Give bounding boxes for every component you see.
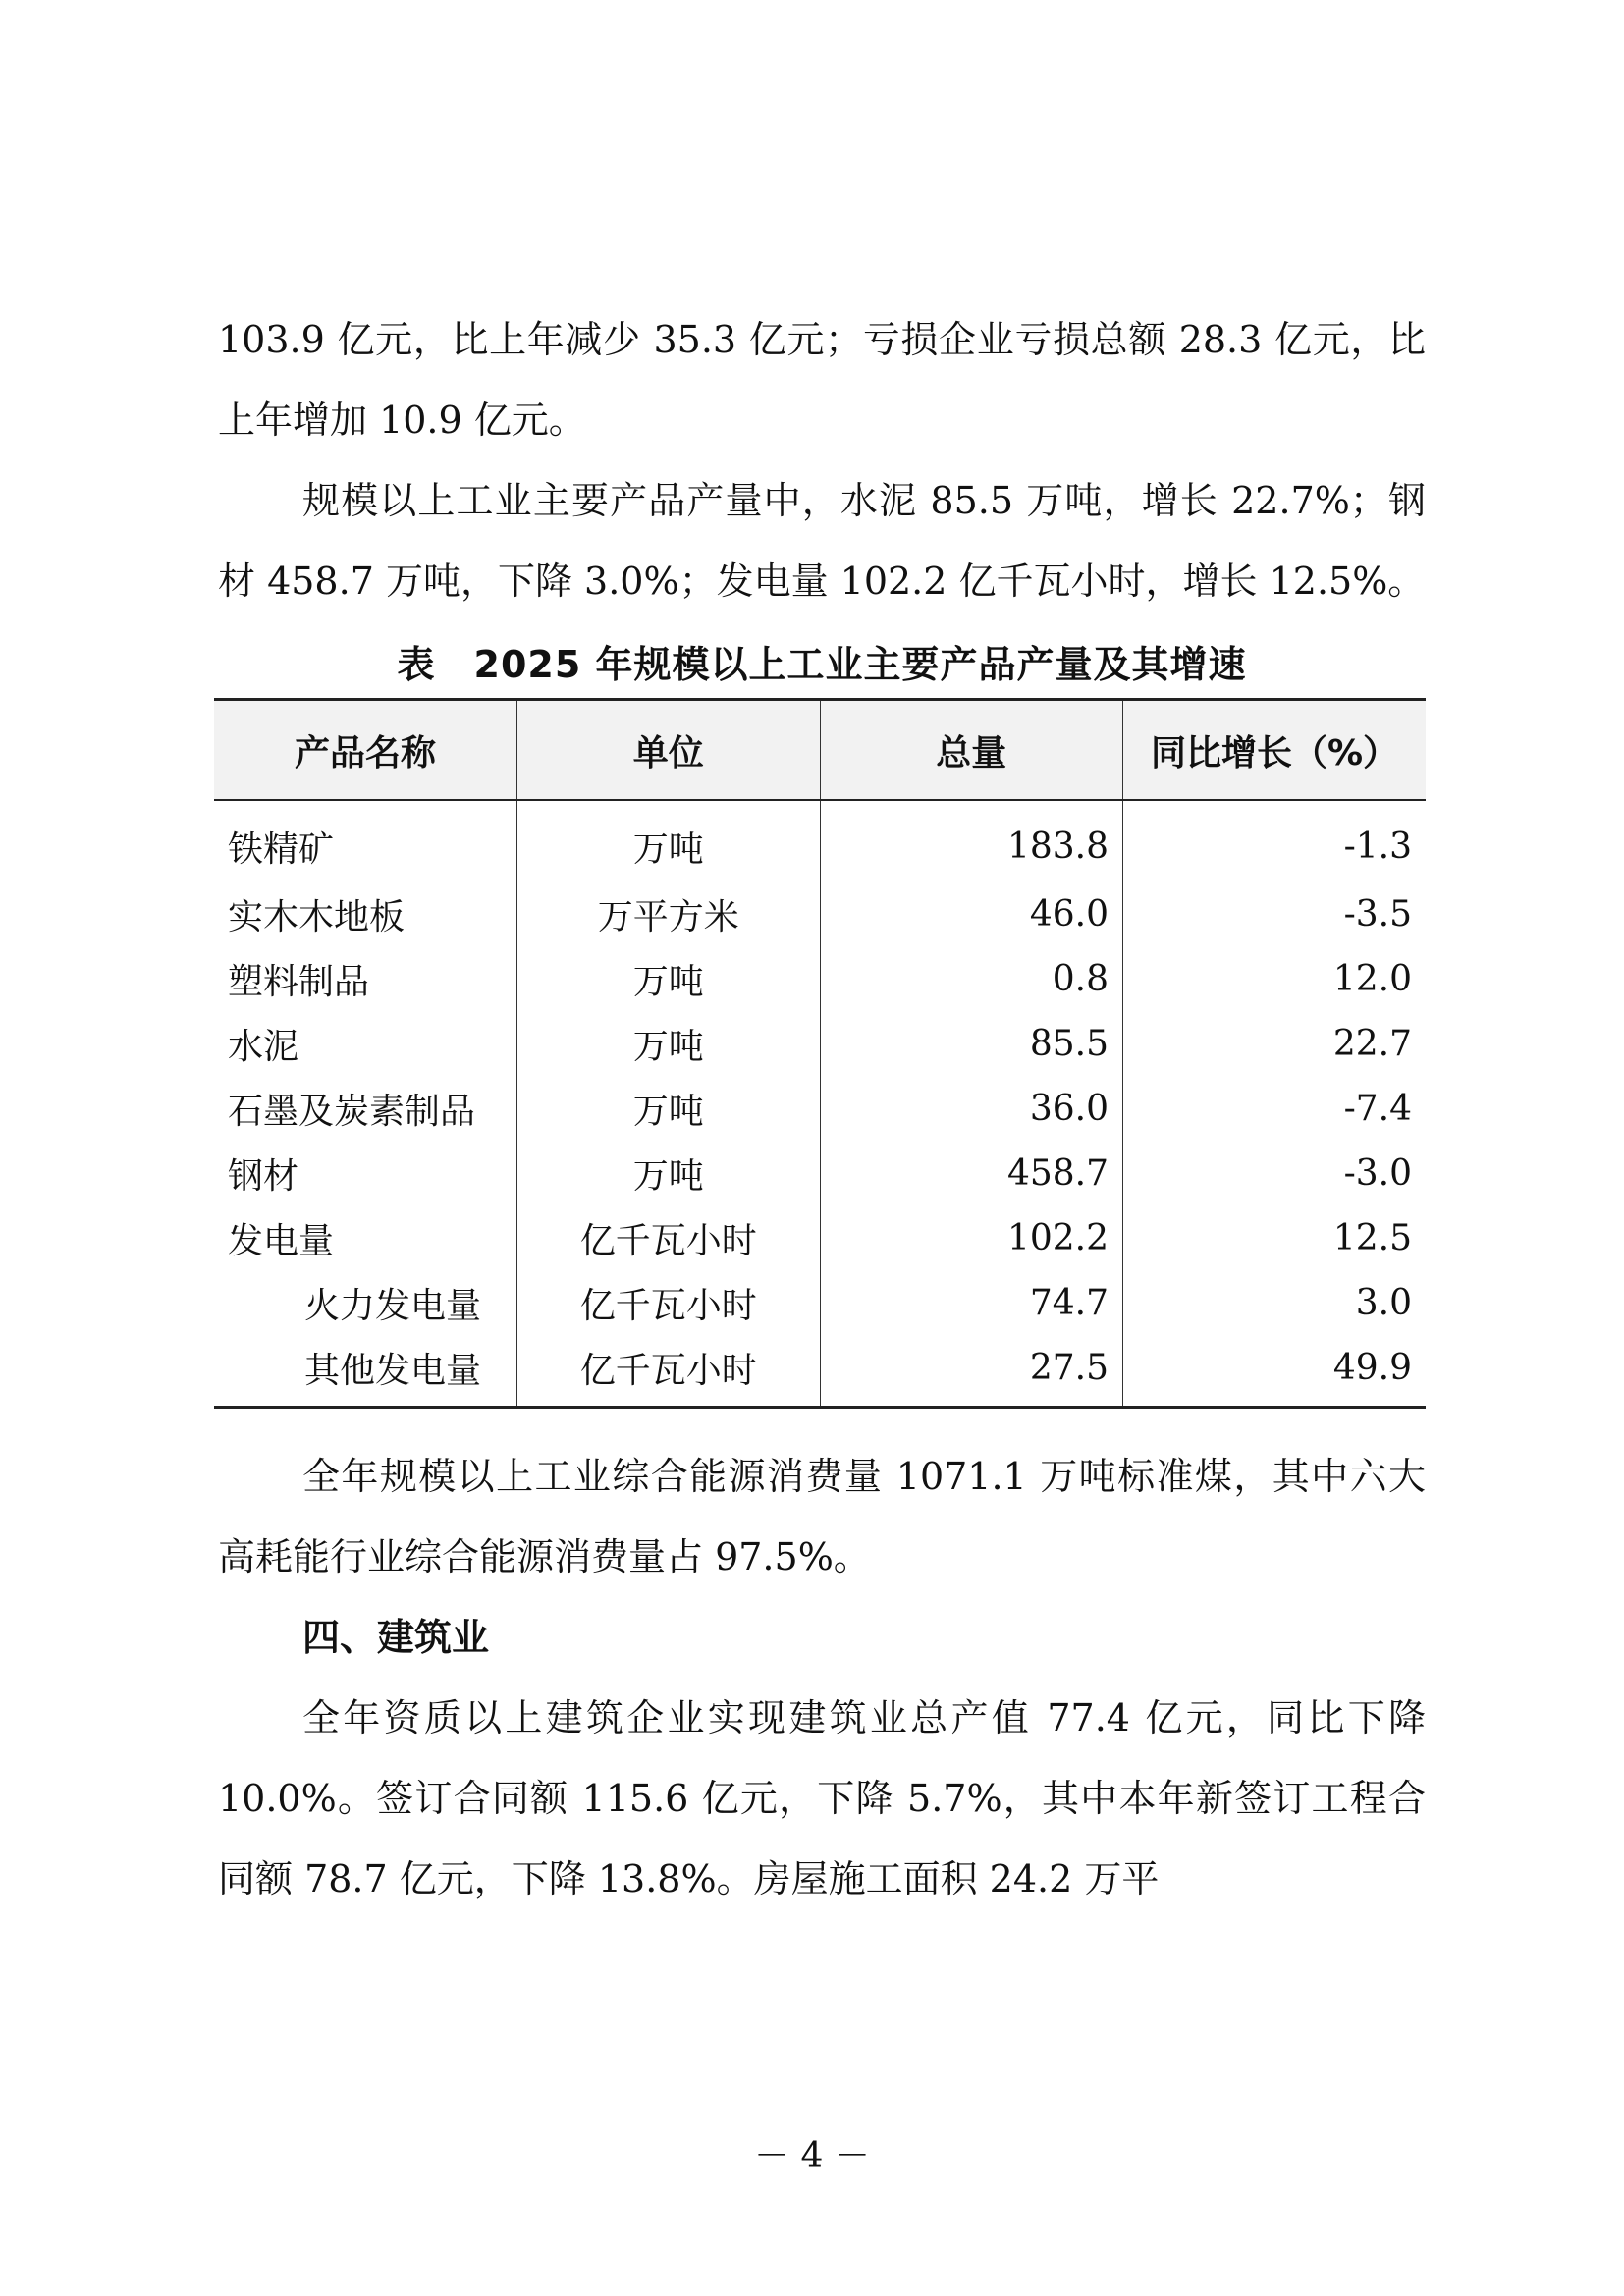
cell-growth: 12.5 (1123, 1205, 1427, 1270)
table-row (214, 1011, 1426, 1076)
table-row (214, 946, 1426, 1011)
cell-product-name: 铁精矿 (228, 828, 335, 870)
cell-product-name: 实木木地板 (228, 896, 406, 937)
cell-growth: 12.0 (1123, 946, 1427, 1011)
cell-growth: -1.3 (1123, 800, 1427, 881)
header-product-name: 产品名称 (214, 700, 517, 801)
header-total: 总量 (820, 700, 1123, 801)
paragraph-profit-loss: 103.9 亿元，比上年减少 35.3 亿元；亏损企业亏损总额 28.3 亿元，比上年增加 10.9 亿元。 (218, 318, 1426, 442)
page-number: － 4 － (754, 2136, 870, 2176)
cell-total: 183.8 (820, 800, 1123, 881)
cell-product-name: 塑料制品 (228, 961, 370, 1002)
table-row (214, 881, 1426, 946)
table-row (214, 1141, 1426, 1205)
product-output-table (214, 698, 1426, 1409)
cell-product-name: 火力发电量 (304, 1285, 482, 1326)
cell-total: 74.7 (820, 1270, 1123, 1335)
cell-product-name: 水泥 (228, 1026, 299, 1067)
cell-growth: 49.9 (1123, 1335, 1427, 1408)
cell-total: 36.0 (820, 1076, 1123, 1141)
cell-growth: 22.7 (1123, 1011, 1427, 1076)
cell-product-name: 其他发电量 (214, 1335, 517, 1408)
section-heading-construction: 四、建筑业 (302, 1616, 490, 1659)
cell-unit: 万吨 (517, 800, 821, 881)
table-row (214, 1270, 1426, 1335)
paragraph-product-output: 规模以上工业主要产品产量中，水泥 85.5 万吨，增长 22.7%；钢材 458.7 万吨，下降 3.0%；发电量 102.2 亿千瓦小时，增长 12.5%。 (218, 479, 1426, 603)
cell-unit: 万吨 (517, 946, 821, 1011)
cell-total: 27.5 (820, 1335, 1123, 1408)
table-row (214, 1205, 1426, 1270)
cell-unit: 万吨 (517, 1141, 821, 1205)
paragraph-energy-consumption: 全年规模以上工业综合能源消费量 1071.1 万吨标准煤，其中六大高耗能行业综合能源消费量占 97.5%。 (218, 1455, 1426, 1578)
cell-unit: 万平方米 (517, 881, 821, 946)
cell-growth: 3.0 (1123, 1270, 1427, 1335)
cell-growth: -3.0 (1123, 1141, 1427, 1205)
header-growth: 同比增长（%） (1123, 700, 1427, 801)
cell-total: 0.8 (820, 946, 1123, 1011)
table-row (214, 1076, 1426, 1141)
cell-product-name: 发电量 (228, 1220, 335, 1261)
table-caption: 表 2025 年规模以上工业主要产品产量及其增速 (397, 643, 1247, 686)
cell-unit: 万吨 (517, 1076, 821, 1141)
cell-total: 85.5 (820, 1011, 1123, 1076)
cell-product-name: 石墨及炭素制品 (228, 1091, 476, 1132)
cell-unit: 亿千瓦小时 (517, 1270, 821, 1335)
cell-unit: 万吨 (517, 1011, 821, 1076)
cell-product-name: 钢材 (228, 1155, 299, 1197)
cell-total: 102.2 (820, 1205, 1123, 1270)
table-row (214, 800, 1426, 881)
page-content (218, 299, 1426, 1919)
cell-unit: 亿千瓦小时 (517, 1335, 821, 1408)
cell-total: 458.7 (820, 1141, 1123, 1205)
header-unit: 单位 (517, 700, 821, 801)
cell-total: 46.0 (820, 881, 1123, 946)
cell-unit: 亿千瓦小时 (517, 1205, 821, 1270)
table-header-row (214, 700, 1426, 801)
paragraph-construction: 全年资质以上建筑企业实现建筑业总产值 77.4 亿元，同比下降 10.0%。签订合同额 115.6 亿元，下降 5.7%，其中本年新签订工程合同额 78.7 亿元，下降 13.8%。房屋施工面积 24.2 万平 (218, 1696, 1426, 1900)
cell-growth: -3.5 (1123, 881, 1427, 946)
table-row (214, 1335, 1426, 1408)
cell-growth: -7.4 (1123, 1076, 1427, 1141)
